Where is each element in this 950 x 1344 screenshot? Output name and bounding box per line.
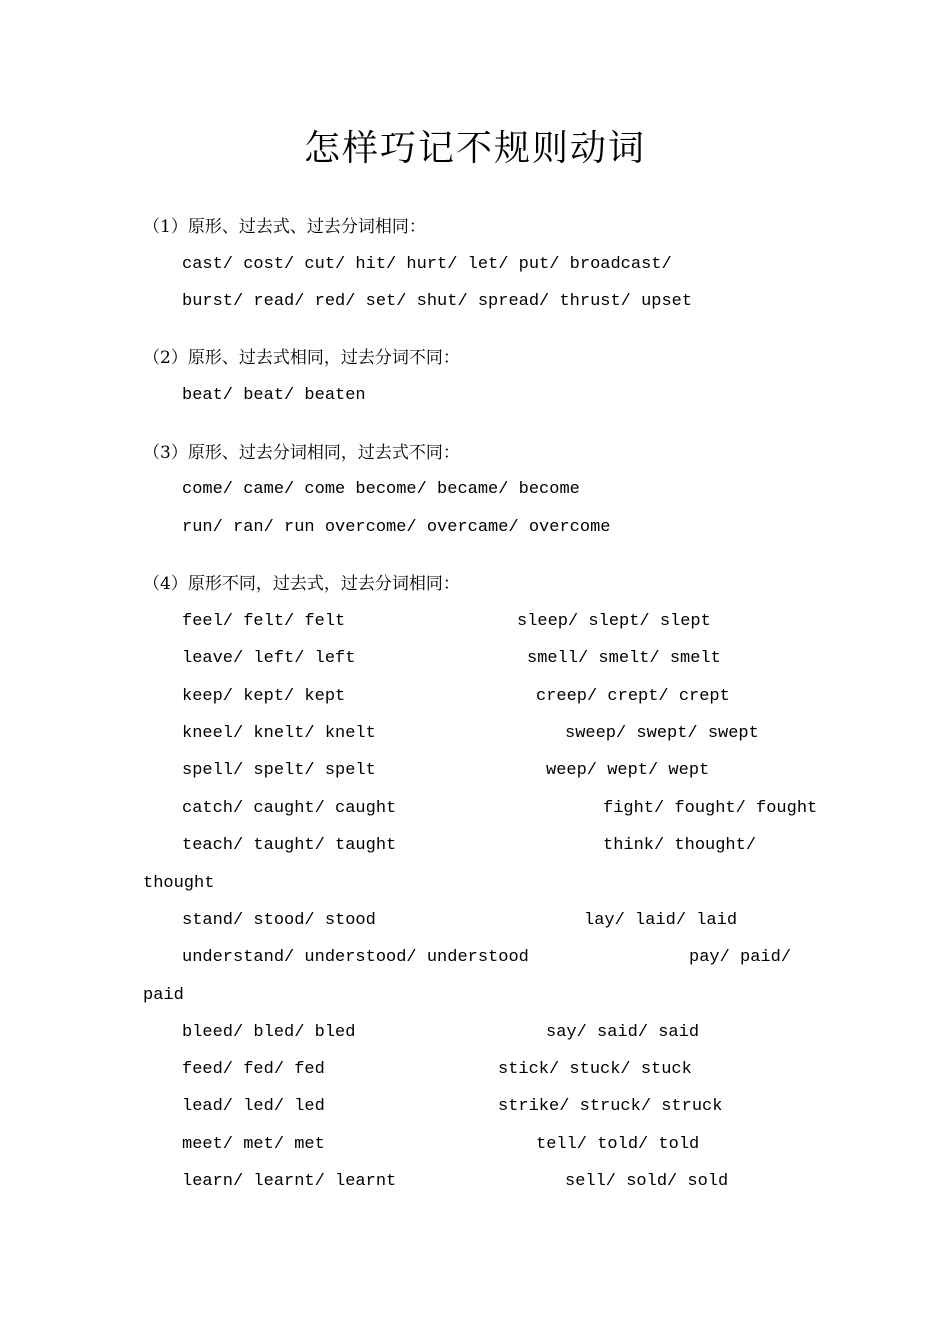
- section-4-heading: （4）原形不同，过去式，过去分词相同：: [143, 574, 460, 594]
- verb-left-7: teach/ taught/ taught: [182, 836, 397, 855]
- verb-left-12: lead/ led/ led: [182, 1097, 325, 1116]
- verb-right-10: say/ said/ said: [546, 1023, 700, 1042]
- verb-right-7-wrap: thought: [143, 874, 215, 893]
- verb-left-1: feel/ felt/ felt: [182, 612, 346, 631]
- verb-right-5: weep/ wept/ wept: [546, 761, 710, 780]
- verb-left-6: catch/ caught/ caught: [182, 799, 397, 818]
- verb-right-3: creep/ crept/ crept: [536, 687, 730, 706]
- section-3-line-1: come/ came/ come become/ became/ become: [182, 480, 580, 499]
- section-2-line-1: beat/ beat/ beaten: [182, 386, 366, 405]
- verb-right-11: stick/ stuck/ stuck: [498, 1060, 692, 1079]
- section-2-heading: （2）原形、过去式相同，过去分词不同：: [143, 348, 460, 368]
- verb-left-2: leave/ left/ left: [182, 649, 356, 668]
- section-1-line-2: burst/ read/ red/ set/ shut/ spread/ thrust/ upset: [182, 292, 693, 311]
- verb-left-14: learn/ learnt/ learnt: [182, 1172, 397, 1191]
- verb-left-5: spell/ spelt/ spelt: [182, 761, 376, 780]
- verb-left-11: feed/ fed/ fed: [182, 1060, 325, 1079]
- verb-left-3: keep/ kept/ kept: [182, 687, 346, 706]
- document-title: 怎样巧记不规则动词: [303, 128, 646, 169]
- verb-right-14: sell/ sold/ sold: [565, 1172, 729, 1191]
- verb-right-1: sleep/ slept/ slept: [517, 612, 711, 631]
- section-1-line-1: cast/ cost/ cut/ hit/ hurt/ let/ put/ broadcast/: [182, 255, 672, 274]
- section-3-line-2: run/ ran/ run overcome/ overcame/ overcome: [182, 518, 611, 537]
- verb-right-7: think/ thought/: [603, 836, 757, 855]
- verb-left-8: stand/ stood/ stood: [182, 911, 376, 930]
- verb-left-9: understand/ understood/ understood: [182, 948, 529, 967]
- verb-right-2: smell/ smelt/ smelt: [527, 649, 721, 668]
- verb-right-4: sweep/ swept/ swept: [565, 724, 759, 743]
- verb-left-4: kneel/ knelt/ knelt: [182, 724, 376, 743]
- verb-left-10: bleed/ bled/ bled: [182, 1023, 356, 1042]
- section-1-heading: （1）原形、过去式、过去分词相同：: [143, 217, 426, 237]
- verb-left-13: meet/ met/ met: [182, 1135, 325, 1154]
- verb-right-13: tell/ told/ told: [536, 1135, 700, 1154]
- verb-right-8: lay/ laid/ laid: [584, 911, 738, 930]
- section-3-heading: （3）原形、过去分词相同，过去式不同：: [143, 443, 460, 463]
- verb-right-6: fight/ fought/ fought: [603, 799, 818, 818]
- verb-right-9: pay/ paid/: [689, 948, 792, 967]
- verb-right-12: strike/ struck/ struck: [498, 1097, 723, 1116]
- verb-right-9-wrap: paid: [143, 986, 184, 1005]
